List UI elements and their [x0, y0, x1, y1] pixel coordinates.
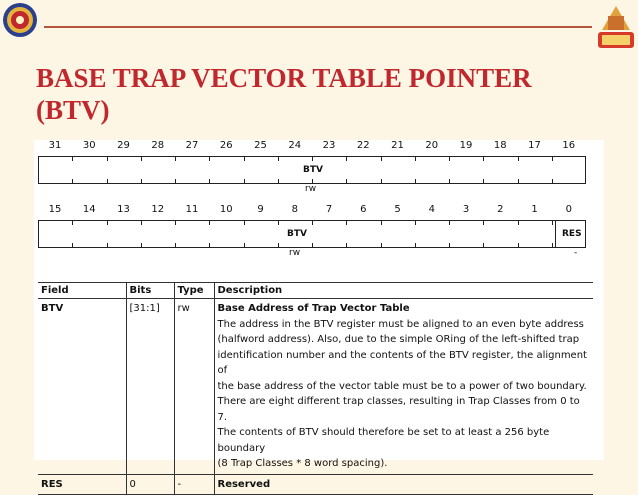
- bit-tick: [381, 157, 382, 161]
- bit-tick: [209, 179, 210, 183]
- field-table: [38, 282, 593, 495]
- bit-tick: [518, 157, 519, 161]
- bit-tick: [175, 179, 176, 183]
- bit-tick: [278, 179, 279, 183]
- bit-number: 18: [493, 140, 507, 151]
- bit-number: 28: [151, 140, 165, 151]
- bit-tick: [552, 179, 553, 183]
- bit-tick: [107, 179, 108, 183]
- bit-tick: [381, 221, 382, 225]
- header-rule: [44, 26, 592, 28]
- bit-tick: [141, 179, 142, 183]
- bit-number: 20: [425, 140, 439, 151]
- upper-access: rw: [305, 184, 317, 194]
- table-row: [38, 474, 593, 495]
- bit-tick: [107, 243, 108, 247]
- upper-bit-numbers: [38, 140, 596, 154]
- bit-tick: [552, 221, 553, 225]
- bit-tick: [209, 243, 210, 247]
- bit-number: 10: [219, 204, 233, 215]
- bit-number: 3: [462, 204, 470, 215]
- page-title: BASE TRAP VECTOR TABLE POINTER (BTV): [36, 63, 532, 125]
- header-bits: Bits: [126, 283, 174, 299]
- row-bits: [31:1]: [126, 299, 174, 475]
- bit-tick: [107, 221, 108, 225]
- lower-register-box: [38, 220, 586, 248]
- bit-number: 17: [528, 140, 541, 151]
- bit-tick: [552, 157, 553, 161]
- bit-number: 0: [565, 204, 572, 215]
- row-description: [214, 474, 593, 495]
- upper-field-btv: BTV: [303, 165, 323, 175]
- description-line: The contents of BTV should therefore be set to at least a 256 byte boundary: [217, 427, 550, 454]
- bit-tick: [381, 179, 382, 183]
- lower-bit-numbers: [38, 204, 596, 218]
- bit-tick: [141, 243, 142, 247]
- header-type: Type: [174, 283, 214, 299]
- bit-tick: [381, 243, 382, 247]
- bit-tick: [312, 221, 313, 225]
- tce-logo-icon: [596, 2, 636, 52]
- bit-number: 11: [185, 204, 199, 215]
- bit-tick: [72, 221, 73, 225]
- upper-register-box: [38, 156, 586, 184]
- description-line: the base address of the vector table must be to a power of two boundary.: [217, 380, 587, 392]
- bit-number: 15: [48, 204, 62, 215]
- bit-tick: [449, 179, 450, 183]
- bit-number: 1: [531, 204, 538, 215]
- bit-tick: [312, 179, 313, 183]
- bit-tick: [141, 157, 142, 161]
- bit-tick: [518, 179, 519, 183]
- bit-tick: [244, 221, 245, 225]
- description-title: Base Address of Trap Vector Table: [217, 303, 410, 314]
- bit-tick: [72, 157, 73, 161]
- bit-number: 19: [459, 140, 473, 151]
- bit-tick: [346, 221, 347, 225]
- bit-number: 6: [360, 204, 367, 215]
- header-description: Description: [214, 283, 593, 299]
- row-field: BTV: [38, 299, 126, 475]
- lower-access-btv: rw: [289, 248, 301, 258]
- bit-tick: [449, 157, 450, 161]
- bit-number: 24: [288, 140, 302, 151]
- bit-tick: [244, 157, 245, 161]
- bit-tick: [175, 221, 176, 225]
- bit-number: 13: [117, 204, 130, 215]
- description-line: (8 Trap Classes * 8 word spacing).: [217, 458, 388, 469]
- bit-tick: [415, 179, 416, 183]
- lower-field-btv: BTV: [287, 229, 307, 239]
- bit-tick: [483, 221, 484, 225]
- bit-number: 29: [117, 140, 130, 151]
- description-title: Reserved: [217, 478, 271, 490]
- bit-number: 26: [219, 140, 233, 151]
- bit-tick: [175, 243, 176, 247]
- bit-tick: [141, 221, 142, 225]
- bit-tick: [518, 221, 519, 225]
- table-row: [38, 299, 593, 475]
- lower-access-res: -: [574, 248, 578, 258]
- bit-number: 30: [82, 140, 96, 151]
- bit-tick: [175, 157, 176, 161]
- bit-number: 4: [428, 204, 435, 215]
- bit-number: 31: [48, 140, 62, 151]
- table-header-row: [38, 283, 593, 299]
- bit-tick: [209, 221, 210, 225]
- bit-tick: [244, 243, 245, 247]
- bit-number: 9: [257, 204, 264, 215]
- bit-number: 16: [562, 140, 576, 151]
- bit-number: 25: [254, 140, 267, 151]
- row-field: RES: [38, 474, 126, 495]
- bit-tick: [312, 243, 313, 247]
- description-line: (halfword address). Also, due to the simple ORing of the left-shifted trap: [217, 334, 580, 345]
- bit-number: 22: [356, 140, 370, 151]
- bit-tick: [415, 157, 416, 161]
- college-emblem-icon: [2, 2, 38, 38]
- register-figure: [34, 140, 604, 490]
- bit-tick: [107, 157, 108, 161]
- bit-number: 8: [291, 204, 298, 215]
- bit-tick: [209, 157, 210, 161]
- bit-number: 12: [151, 204, 165, 215]
- bit-tick: [346, 157, 347, 161]
- bit-tick: [278, 243, 279, 247]
- bit-number: 2: [497, 204, 504, 215]
- row-bits: 0: [126, 474, 174, 495]
- bit-tick: [483, 157, 484, 161]
- res-divider: [555, 221, 556, 247]
- bit-number: 14: [82, 204, 96, 215]
- bit-tick: [518, 243, 519, 247]
- bit-tick: [278, 157, 279, 161]
- bit-tick: [415, 243, 416, 247]
- row-type: rw: [174, 299, 214, 475]
- bit-number: 21: [391, 140, 404, 151]
- bit-number: 23: [322, 140, 336, 151]
- bit-tick: [415, 221, 416, 225]
- bit-number: 5: [394, 204, 401, 215]
- header-field: Field: [38, 283, 126, 299]
- bit-tick: [449, 243, 450, 247]
- row-type: -: [174, 474, 214, 495]
- description-line: identification number and the contents of the BTV register, the alignment of: [217, 349, 587, 376]
- bit-tick: [312, 157, 313, 161]
- bit-number: 27: [185, 140, 199, 151]
- description-line: There are eight different trap classes, resulting in Trap Classes from 0 to 7.: [217, 396, 580, 423]
- bit-number: 7: [325, 204, 333, 215]
- bit-tick: [483, 243, 484, 247]
- bit-tick: [346, 243, 347, 247]
- lower-field-res: RES: [562, 229, 582, 239]
- description-line: The address in the BTV register must be aligned to an even byte address: [217, 318, 584, 330]
- bit-tick: [278, 221, 279, 225]
- bit-tick: [552, 243, 553, 247]
- bit-tick: [244, 179, 245, 183]
- row-description: [214, 299, 593, 475]
- bit-tick: [346, 179, 347, 183]
- bit-tick: [449, 221, 450, 225]
- bit-tick: [72, 243, 73, 247]
- bit-tick: [72, 179, 73, 183]
- bit-tick: [483, 179, 484, 183]
